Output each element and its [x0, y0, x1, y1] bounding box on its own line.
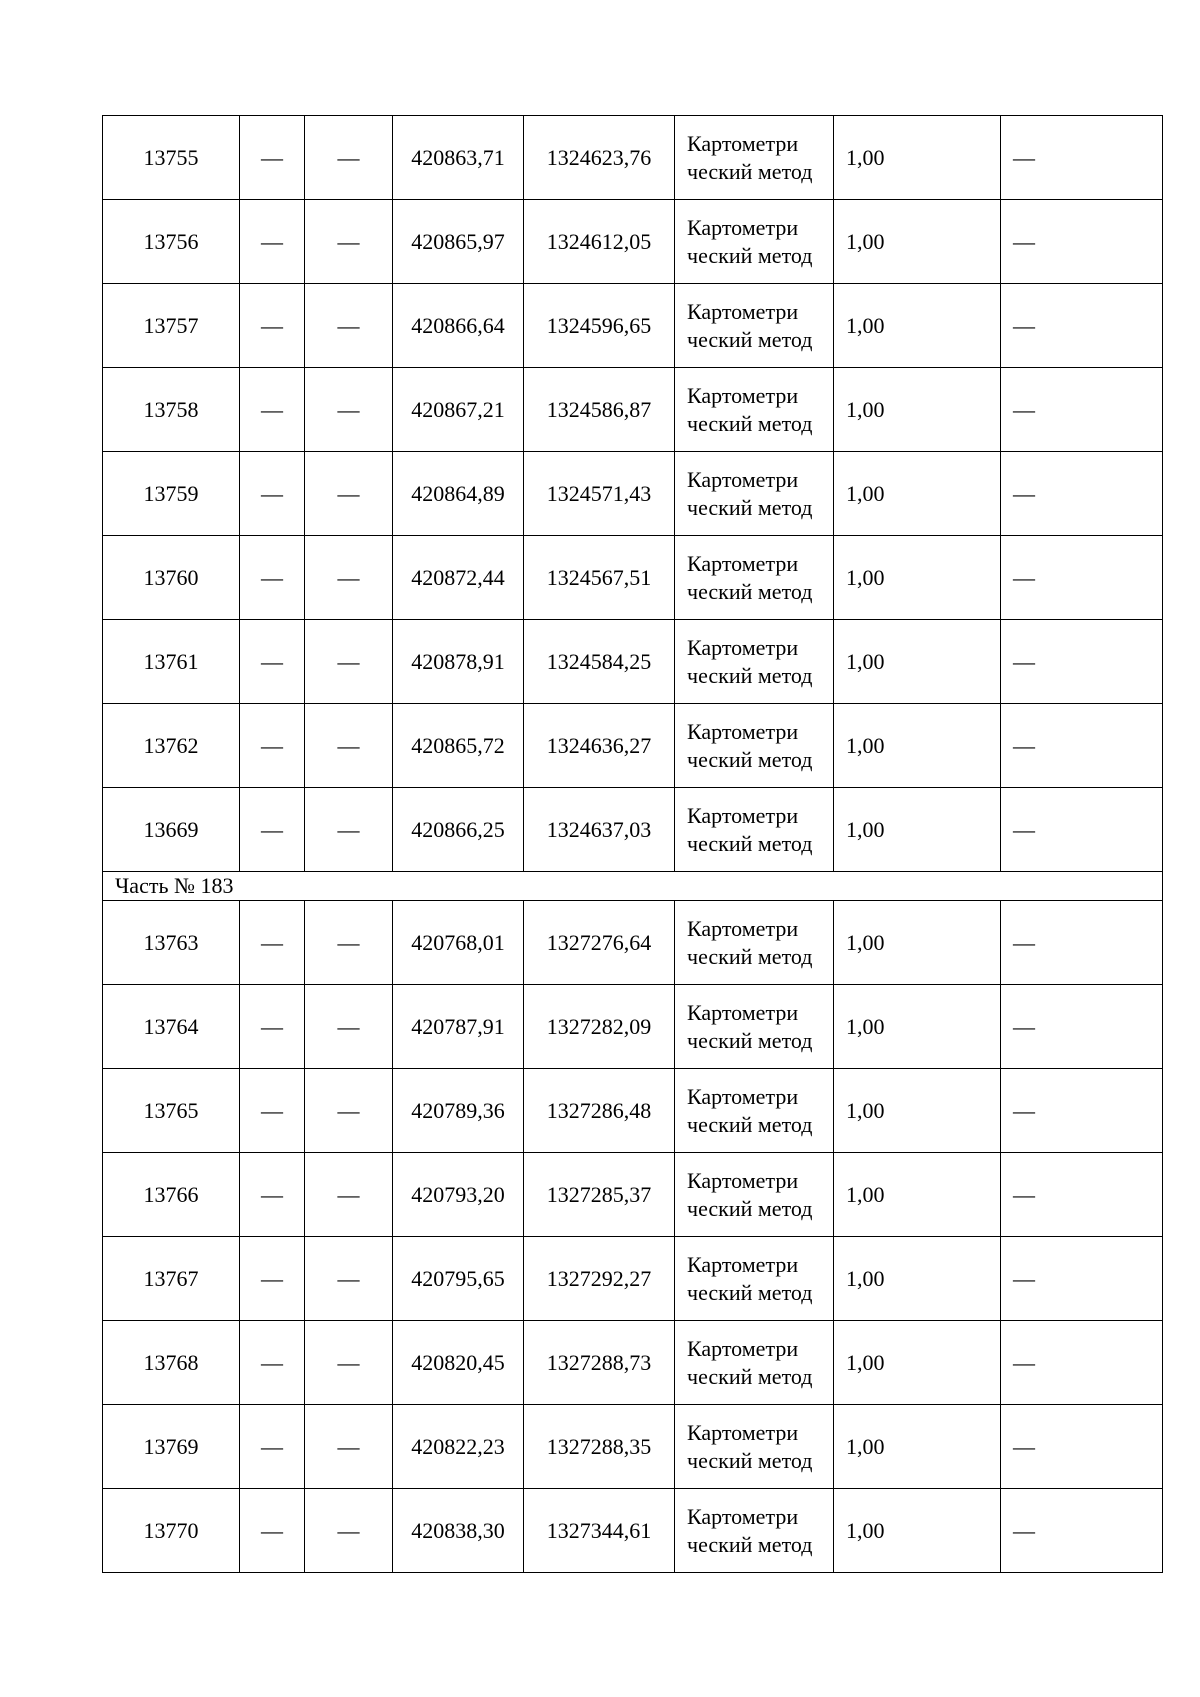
x-coordinate-cell: 420838,30 — [393, 1489, 524, 1573]
dash-cell: — — [305, 116, 393, 200]
accuracy-cell: 1,00 — [834, 284, 1001, 368]
method-cell: Картометри ческий метод — [675, 704, 834, 788]
dash-cell: — — [240, 788, 305, 872]
dash-cell: — — [1001, 536, 1163, 620]
method-cell: Картометри ческий метод — [675, 1069, 834, 1153]
table-row — [103, 1153, 1163, 1237]
method-cell: Картометри ческий метод — [675, 536, 834, 620]
point-number-cell: 13758 — [103, 368, 240, 452]
x-coordinate-cell: 420867,21 — [393, 368, 524, 452]
table-row — [103, 788, 1163, 872]
table-row — [103, 620, 1163, 704]
method-cell: Картометри ческий метод — [675, 1237, 834, 1321]
dash-cell: — — [1001, 901, 1163, 985]
y-coordinate-cell: 1327292,27 — [524, 1237, 675, 1321]
dash-cell: — — [1001, 368, 1163, 452]
accuracy-cell: 1,00 — [834, 1237, 1001, 1321]
y-coordinate-cell: 1327286,48 — [524, 1069, 675, 1153]
dash-cell: — — [305, 788, 393, 872]
method-cell: Картометри ческий метод — [675, 1153, 834, 1237]
accuracy-cell: 1,00 — [834, 1405, 1001, 1489]
dash-cell: — — [305, 1153, 393, 1237]
dash-cell: — — [240, 536, 305, 620]
x-coordinate-cell: 420878,91 — [393, 620, 524, 704]
method-cell: Картометри ческий метод — [675, 901, 834, 985]
point-number-cell: 13767 — [103, 1237, 240, 1321]
table-row — [103, 901, 1163, 985]
dash-cell: — — [240, 1237, 305, 1321]
dash-cell: — — [305, 704, 393, 788]
dash-cell: — — [240, 284, 305, 368]
accuracy-cell: 1,00 — [834, 200, 1001, 284]
accuracy-cell: 1,00 — [834, 704, 1001, 788]
point-number-cell: 13762 — [103, 704, 240, 788]
table-row — [103, 536, 1163, 620]
method-cell: Картометри ческий метод — [675, 116, 834, 200]
dash-cell: — — [240, 116, 305, 200]
y-coordinate-cell: 1324636,27 — [524, 704, 675, 788]
dash-cell: — — [1001, 788, 1163, 872]
dash-cell: — — [305, 1489, 393, 1573]
point-number-cell: 13759 — [103, 452, 240, 536]
method-cell: Картометри ческий метод — [675, 1321, 834, 1405]
dash-cell: — — [305, 1405, 393, 1489]
method-cell: Картометри ческий метод — [675, 985, 834, 1069]
dash-cell: — — [305, 1069, 393, 1153]
y-coordinate-cell: 1324637,03 — [524, 788, 675, 872]
accuracy-cell: 1,00 — [834, 536, 1001, 620]
y-coordinate-cell: 1327276,64 — [524, 901, 675, 985]
dash-cell: — — [240, 200, 305, 284]
dash-cell: — — [305, 452, 393, 536]
y-coordinate-cell: 1324567,51 — [524, 536, 675, 620]
table-row — [103, 1405, 1163, 1489]
dash-cell: — — [240, 368, 305, 452]
x-coordinate-cell: 420795,65 — [393, 1237, 524, 1321]
dash-cell: — — [1001, 200, 1163, 284]
x-coordinate-cell: 420865,97 — [393, 200, 524, 284]
y-coordinate-cell: 1324596,65 — [524, 284, 675, 368]
point-number-cell: 13764 — [103, 985, 240, 1069]
table-row — [103, 1237, 1163, 1321]
dash-cell: — — [305, 901, 393, 985]
y-coordinate-cell: 1327344,61 — [524, 1489, 675, 1573]
dash-cell: — — [240, 1153, 305, 1237]
x-coordinate-cell: 420787,91 — [393, 985, 524, 1069]
point-number-cell: 13761 — [103, 620, 240, 704]
table-row — [103, 116, 1163, 200]
point-number-cell: 13770 — [103, 1489, 240, 1573]
point-number-cell: 13669 — [103, 788, 240, 872]
table-row — [103, 1489, 1163, 1573]
dash-cell: — — [240, 704, 305, 788]
x-coordinate-cell: 420793,20 — [393, 1153, 524, 1237]
accuracy-cell: 1,00 — [834, 452, 1001, 536]
point-number-cell: 13760 — [103, 536, 240, 620]
table-row — [103, 368, 1163, 452]
dash-cell: — — [1001, 1237, 1163, 1321]
dash-cell: — — [1001, 1405, 1163, 1489]
table-row — [103, 985, 1163, 1069]
y-coordinate-cell: 1324571,43 — [524, 452, 675, 536]
dash-cell: — — [240, 1321, 305, 1405]
method-cell: Картометри ческий метод — [675, 200, 834, 284]
accuracy-cell: 1,00 — [834, 788, 1001, 872]
accuracy-cell: 1,00 — [834, 1069, 1001, 1153]
dash-cell: — — [305, 1237, 393, 1321]
point-number-cell: 13756 — [103, 200, 240, 284]
dash-cell: — — [305, 620, 393, 704]
dash-cell: — — [240, 1405, 305, 1489]
dash-cell: — — [1001, 1069, 1163, 1153]
table-row — [103, 1069, 1163, 1153]
dash-cell: — — [1001, 620, 1163, 704]
method-cell: Картометри ческий метод — [675, 788, 834, 872]
dash-cell: — — [305, 1321, 393, 1405]
point-number-cell: 13766 — [103, 1153, 240, 1237]
accuracy-cell: 1,00 — [834, 1321, 1001, 1405]
dash-cell: — — [1001, 1321, 1163, 1405]
point-number-cell: 13765 — [103, 1069, 240, 1153]
method-cell: Картометри ческий метод — [675, 1489, 834, 1573]
dash-cell: — — [1001, 284, 1163, 368]
dash-cell: — — [1001, 116, 1163, 200]
x-coordinate-cell: 420820,45 — [393, 1321, 524, 1405]
coordinates-table — [102, 115, 1163, 1573]
table-row — [103, 704, 1163, 788]
x-coordinate-cell: 420863,71 — [393, 116, 524, 200]
x-coordinate-cell: 420872,44 — [393, 536, 524, 620]
point-number-cell: 13769 — [103, 1405, 240, 1489]
y-coordinate-cell: 1327288,35 — [524, 1405, 675, 1489]
table-row — [103, 452, 1163, 536]
point-number-cell: 13757 — [103, 284, 240, 368]
x-coordinate-cell: 420865,72 — [393, 704, 524, 788]
dash-cell: — — [1001, 452, 1163, 536]
dash-cell: — — [1001, 1153, 1163, 1237]
point-number-cell: 13763 — [103, 901, 240, 985]
method-cell: Картометри ческий метод — [675, 284, 834, 368]
x-coordinate-cell: 420864,89 — [393, 452, 524, 536]
x-coordinate-cell: 420822,23 — [393, 1405, 524, 1489]
coordinates-table-body — [103, 116, 1163, 1573]
accuracy-cell: 1,00 — [834, 1153, 1001, 1237]
method-cell: Картометри ческий метод — [675, 1405, 834, 1489]
dash-cell: — — [305, 985, 393, 1069]
dash-cell: — — [240, 1489, 305, 1573]
part-label: Часть № 183 — [103, 872, 1163, 901]
dash-cell: — — [1001, 704, 1163, 788]
dash-cell: — — [1001, 1489, 1163, 1573]
dash-cell: — — [1001, 985, 1163, 1069]
dash-cell: — — [305, 284, 393, 368]
y-coordinate-cell: 1324623,76 — [524, 116, 675, 200]
accuracy-cell: 1,00 — [834, 116, 1001, 200]
dash-cell: — — [240, 985, 305, 1069]
accuracy-cell: 1,00 — [834, 901, 1001, 985]
accuracy-cell: 1,00 — [834, 985, 1001, 1069]
accuracy-cell: 1,00 — [834, 620, 1001, 704]
y-coordinate-cell: 1327285,37 — [524, 1153, 675, 1237]
table-row — [103, 284, 1163, 368]
method-cell: Картометри ческий метод — [675, 620, 834, 704]
accuracy-cell: 1,00 — [834, 1489, 1001, 1573]
dash-cell: — — [240, 1069, 305, 1153]
part-header-row — [103, 872, 1163, 901]
table-row — [103, 1321, 1163, 1405]
point-number-cell: 13755 — [103, 116, 240, 200]
y-coordinate-cell: 1327282,09 — [524, 985, 675, 1069]
dash-cell: — — [305, 536, 393, 620]
x-coordinate-cell: 420866,25 — [393, 788, 524, 872]
method-cell: Картометри ческий метод — [675, 452, 834, 536]
dash-cell: — — [240, 452, 305, 536]
dash-cell: — — [240, 901, 305, 985]
x-coordinate-cell: 420768,01 — [393, 901, 524, 985]
accuracy-cell: 1,00 — [834, 368, 1001, 452]
method-cell: Картометри ческий метод — [675, 368, 834, 452]
dash-cell: — — [305, 368, 393, 452]
dash-cell: — — [240, 620, 305, 704]
point-number-cell: 13768 — [103, 1321, 240, 1405]
table-row — [103, 200, 1163, 284]
x-coordinate-cell: 420789,36 — [393, 1069, 524, 1153]
y-coordinate-cell: 1327288,73 — [524, 1321, 675, 1405]
dash-cell: — — [305, 200, 393, 284]
x-coordinate-cell: 420866,64 — [393, 284, 524, 368]
y-coordinate-cell: 1324586,87 — [524, 368, 675, 452]
y-coordinate-cell: 1324584,25 — [524, 620, 675, 704]
y-coordinate-cell: 1324612,05 — [524, 200, 675, 284]
